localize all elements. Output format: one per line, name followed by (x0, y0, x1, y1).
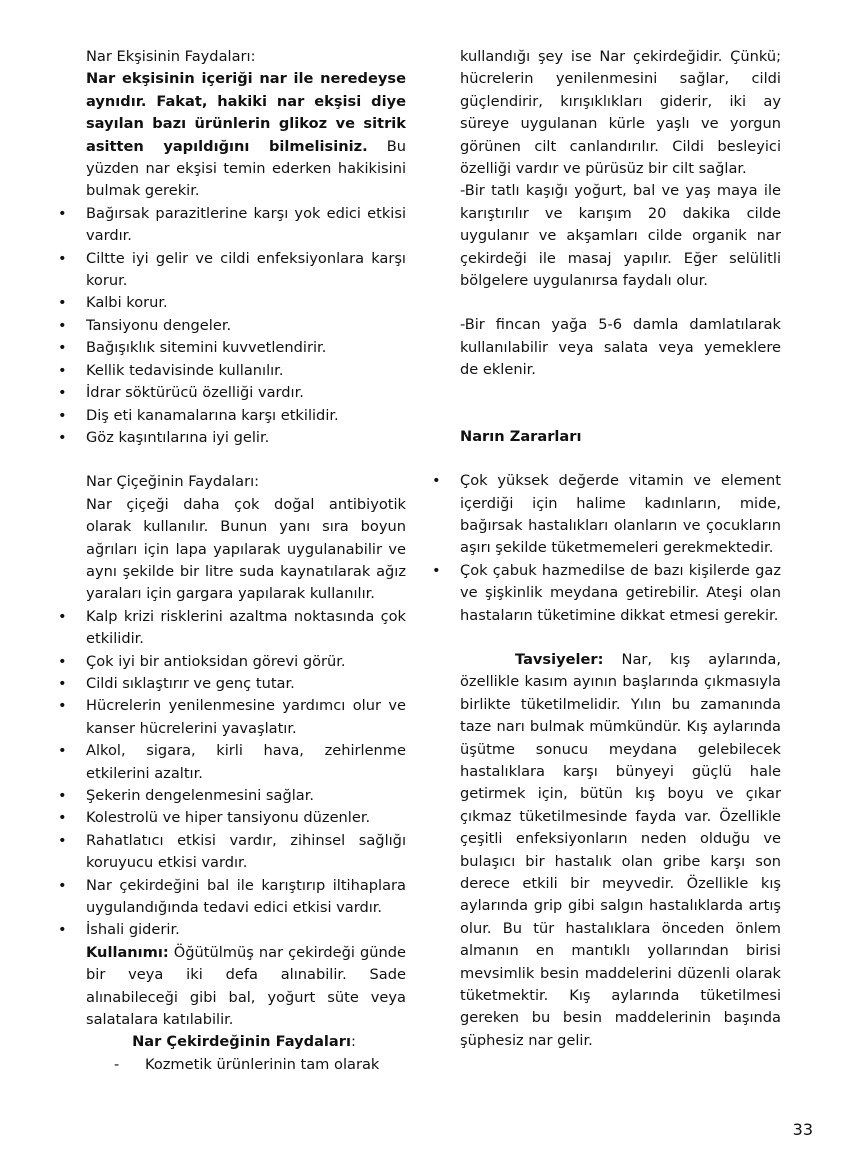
heading-harms (460, 426, 781, 448)
advice-label: Tavsiyeler: (515, 650, 604, 668)
list-item: • Çok yüksek değerde vitamin ve element içerdiği için halime kadınların, mide, bağırsak hastalıkları olanların ve çocukların aşırı şekilde tüketmemeleri gerekmektedir. (460, 470, 781, 560)
heading-pomegranate-flower: Nar Çiçeğinin Faydaları: (86, 473, 260, 491)
list-item: • Bağışıklık sitemini kuvvetlendirir. (86, 337, 406, 359)
molasses-benefits-list (86, 203, 406, 449)
list-item: • İshali giderir. (86, 919, 406, 941)
intro-paragraph (86, 68, 406, 202)
list-item: • Tansiyonu dengeler. (86, 315, 406, 337)
advice-paragraph (460, 649, 781, 1052)
list-item: • Bağırsak parazitlerine karşı yok edici etkisi vardır. (86, 203, 406, 248)
intro-bold-text: Nar ekşisinin içeriği nar ile neredeyse aynıdır. Fakat, hakiki nar ekşisi diye sayılan bazı ürünlerin glikoz ve sitrik asitten yapıldığını bilmelisiniz. (86, 70, 406, 155)
seed-heading-bold: Nar Çekirdeğinin Faydaları (132, 1033, 351, 1051)
list-item: • Cildi sıklaştırır ve genç tutar. (86, 673, 406, 695)
usage-paragraph (86, 942, 406, 1032)
list-item: • Diş eti kanamalarına karşı etkilidir. (86, 405, 406, 427)
seed-heading-colon: : (350, 1033, 356, 1051)
harms-heading-text: Narın Zararları (460, 427, 582, 445)
list-item: • Çok iyi bir antioksidan görevi görür. (86, 651, 406, 673)
left-column (86, 46, 406, 1076)
flower-paragraph: Nar çiçeği daha çok doğal antibiyotik olarak kullanılır. Bunun yanı sıra boyun ağrıları için lapa yapılarak uygulanabilir ve aynı şekilde bir litre suda kaynatılarak ağız yaraları için gargara yapılarak kullanılır. (86, 495, 406, 603)
list-item: • Şekerin dengelenmesini sağlar. (86, 785, 406, 807)
list-item: • Kolestrolü ve hiper tansiyonu düzenler. (86, 807, 406, 829)
intro-text: Bu yüzden nar ekşisi temin ederken hakikisini bulmak gerekir. (86, 137, 406, 200)
flower-benefits-list (86, 606, 406, 942)
advice-text: Nar, kış aylarında, özellikle kasım ayının başlarında çıkmasıyla birlikte tüketilmelidir. Yılın bu zamanında taze narı bulmak mümkündür. Kış aylarında üşütme sonucu meydana gelebilecek hastalıklara karşı bünyeyi güçlü hale getirmek için, bütün kış boyu ve çıkar çıkmaz tüketilmesinde fayda var. Özellikle çeşitli enfeksiyonların neden olduğu ve bulaşıcı bir hastalık olan gribe karşı son derece etkili bir meyvedir. Özellikle kış aylarında grip gibi salgın hastalıklarda artış olur. Bu tür hastalıklara önceden önlem almanın en mantıklı yollarından birisi mevsimlik besin maddelerini düzenli olarak tüketmektir. Kış aylarında tüketilmesi gereken bu besin maddelerinin başında şüphesiz nar gelir. (460, 650, 781, 1049)
heading-pomegranate-seed (82, 1031, 406, 1053)
oil-usage-paragraph: -Bir fincan yağa 5-6 damla damlatılarak kullanılabilir veya salata veya yemeklere de eklenir. (460, 316, 781, 379)
usage-text: Öğütülmüş nar çekirdeği günde bir veya iki defa alınabilir. Sade alınabileceği gibi bal, yoğurt süte veya salatalara katılabilir. (86, 943, 406, 1029)
usage-label: Kullanımı: (86, 943, 169, 961)
list-item: • Kalbi korur. (86, 292, 406, 314)
list-item: • Göz kaşıntılarına iyi gelir. (86, 427, 406, 449)
list-item: • Kalp krizi risklerini azaltma noktasında çok etkilidir. (86, 606, 406, 651)
seed-continuation-paragraph: kullandığı şey ise Nar çekirdeğidir. Çünkü; hücrelerin yenilenmesini sağlar, cildi güçlendirir, kırışıklıkları giderir, iki ay süreye uygulanan kürle yaşlı ve yorgun görünen cilt canlandırılır. Cildi besleyici özelliği vardır ve pürüsüz bir cilt sağlar. (460, 48, 781, 178)
list-item: • Kellik tedavisinde kullanılır. (86, 360, 406, 382)
list-item: • Rahatlatıcı etkisi vardır, zihinsel sağlığı koruyucu etkisi vardır. (86, 830, 406, 875)
list-item: • İdrar söktürücü özelliği vardır. (86, 382, 406, 404)
heading-pomegranate-molasses: Nar Ekşisinin Faydaları: (86, 48, 256, 65)
list-item: • Çok çabuk hazmedilse de bazı kişilerde gaz ve şişkinlik meydana getirebilir. Ateşi olan hastaların tüketimine dikkat etmesi gerekir. (460, 560, 781, 627)
dash-item: - Kozmetik ürünlerinin tam olarak (86, 1054, 406, 1076)
yogurt-mask-paragraph: -Bir tatlı kaşığı yoğurt, bal ve yaş maya ile karıştırılır ve karışım 20 dakika cilde uygulanır ve akşamları cilde organik nar çekirdeği ile masaj yapılır. Eğer selülitli bölgelere uygulanırsa faydalı olur. (460, 182, 781, 290)
page-number: 33 (792, 1120, 813, 1139)
list-item: • Ciltte iyi gelir ve cildi enfeksiyonlara karşı korur. (86, 248, 406, 293)
right-column (460, 46, 781, 1052)
list-item: • Nar çekirdeğini bal ile karıştırıp iltihaplara uygulandığında tedavi edici etkisi vardır. (86, 875, 406, 920)
list-item: • Hücrelerin yenilenmesine yardımcı olur ve kanser hücrelerini yavaşlatır. (86, 695, 406, 740)
harms-list (460, 470, 781, 627)
list-item: • Alkol, sigara, kirli hava, zehirlenme etkilerini azaltır. (86, 740, 406, 785)
